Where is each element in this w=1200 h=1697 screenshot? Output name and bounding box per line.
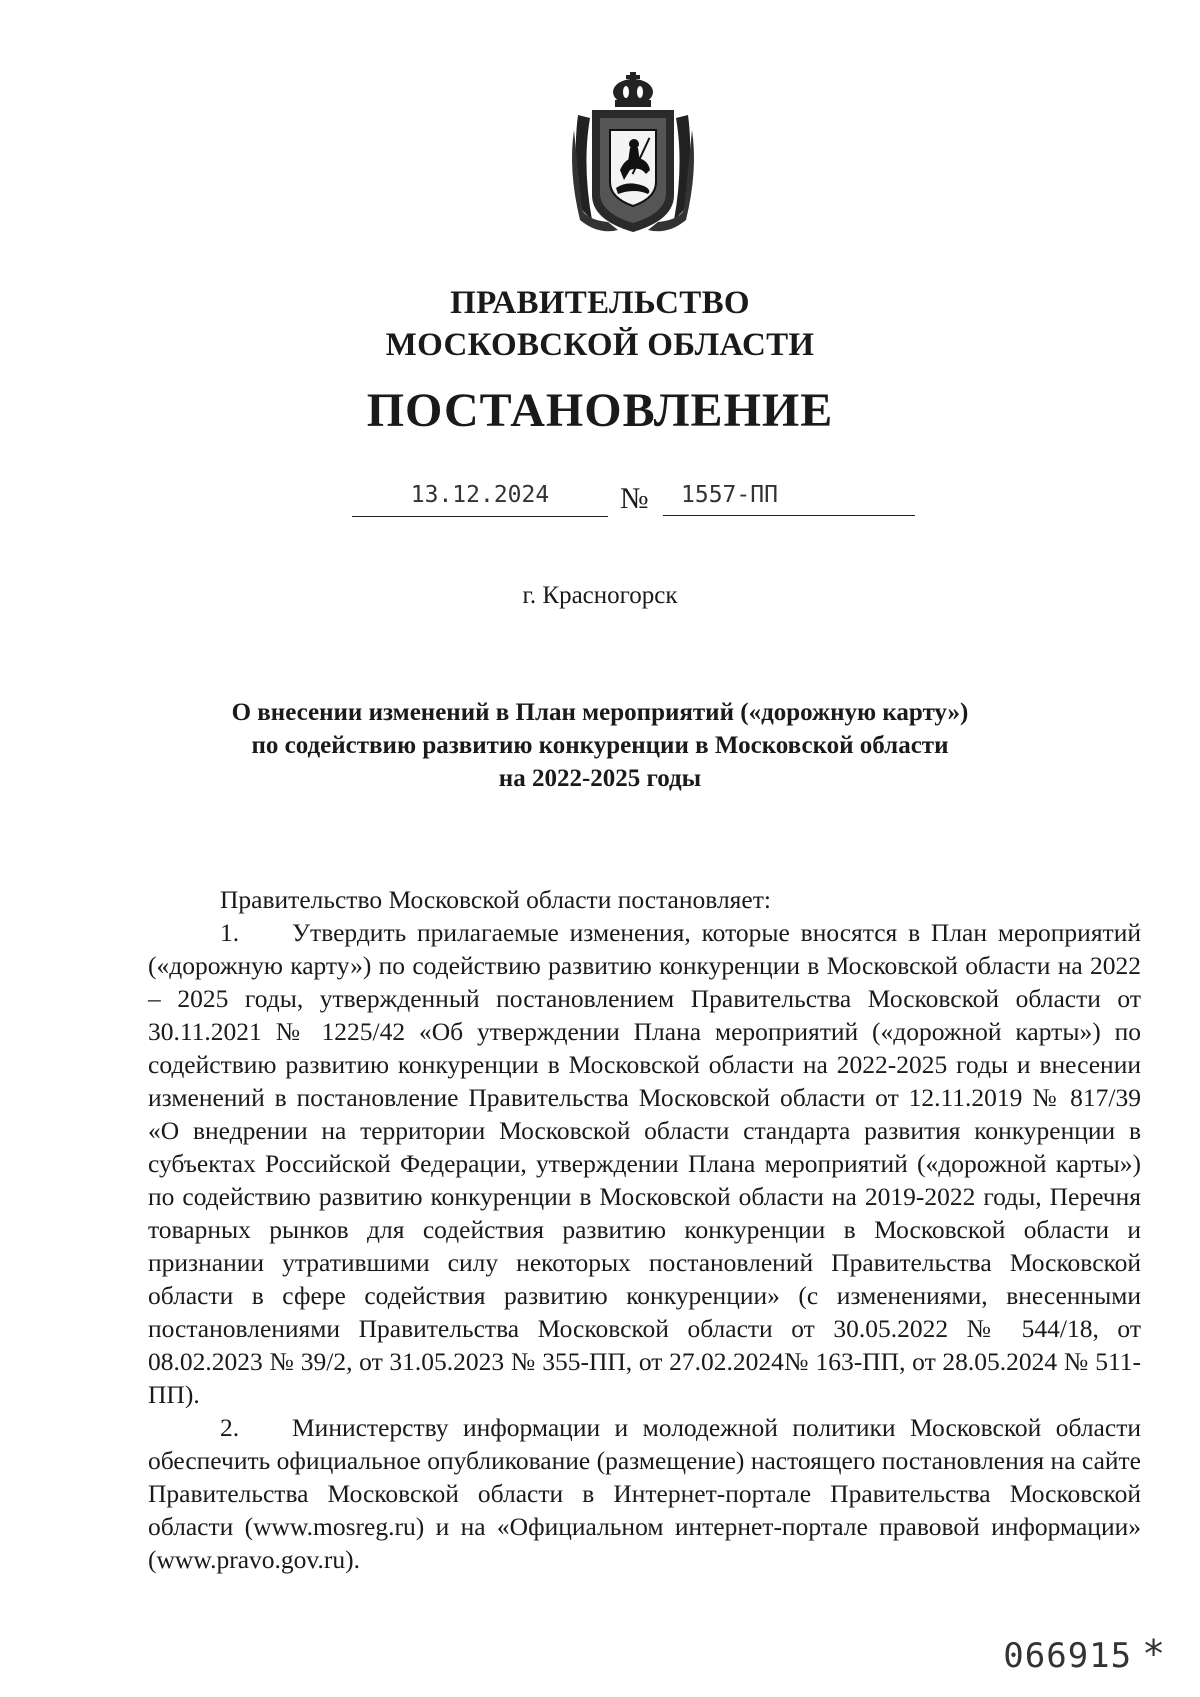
org-title-line2: МОСКОВСКОЙ ОБЛАСТИ <box>385 327 815 363</box>
serial-stamp <box>1003 1634 1166 1676</box>
asterisk-mark: * <box>1142 1632 1166 1676</box>
moscow-oblast-coat-of-arms-icon <box>568 70 698 240</box>
number-sign: № <box>620 482 649 515</box>
document-number: 1557-ПП <box>663 480 915 516</box>
item-text: Утвердить прилагаемые изменения, которые вносятся в План мероприятий («дорожную карту») по содействию развитию конкуренции в Московской области на 2022 – 2025 годы, утвержденный постановлением Правительства Московской области от 30.11.2021 № 1225/42 «Об утверждении Плана мероприятий («дорожной карты») по содействию развитию конкуренции в Московской области на 2022-2025 годы и внесении изменений в постановление Правительства Московской области от 12.11.2019 № 817/39 «О внедрении на территории Московской области стандарта развития конкуренции в субъектах Российской Федерации, утверждении Плана мероприятий («дорожной карты») по содействию развитию конкуренции в Московской области на 2019-2022 годы, Перечня товарных рынков для содействия развитию конкуренции в Московской области и признании утратившими силу некоторых постановлений Правительства Московской области в сфере содействия развитию конкуренции» (с изменениями, внесенными постановлениями Правительства Московской области от 30.05.2022 № 544/18, от 08.02.2023 № 39/2, от 31.05.2023 № 355-ПП, от 27.02.2024№ 163-ПП, от 28.05.2024 № 511-ПП). <box>148 918 1141 1409</box>
subject-line1: О внесении изменений в План мероприятий («дорожную карту») <box>231 699 969 726</box>
document-date: 13.12.2024 <box>352 480 608 517</box>
city-name: г. Красногорск <box>522 582 678 609</box>
body-item-2 <box>148 1411 1141 1576</box>
item-number: 2. <box>220 1413 240 1442</box>
item-number: 1. <box>220 918 240 947</box>
body-intro: Правительство Московской области постановляет: <box>220 885 771 914</box>
body-item-1 <box>148 916 1141 1411</box>
document-body <box>148 883 1141 1576</box>
document-subject <box>150 696 1050 795</box>
registration-line <box>0 478 1200 518</box>
item-text: Министерству информации и молодежной политики Московской области обеспечить официальное опубликование (размещение) настоящего постановления на сайте Правительства Московской области в Интернет-портале Правительства Московской области (www.mosreg.ru) и на «Официальном интернет-портале правовой информации» (www.pravo.gov.ru). <box>148 1413 1141 1574</box>
subject-line2: по содействию развитию конкуренции в Московской области <box>251 732 949 759</box>
organization-title <box>0 282 1200 366</box>
org-title-line1: ПРАВИТЕЛЬСТВО <box>450 285 750 321</box>
serial-number: 066915 <box>1003 1636 1133 1676</box>
subject-line3: на 2022-2025 годы <box>498 765 702 792</box>
document-type: ПОСТАНОВЛЕНИЕ <box>366 384 834 437</box>
